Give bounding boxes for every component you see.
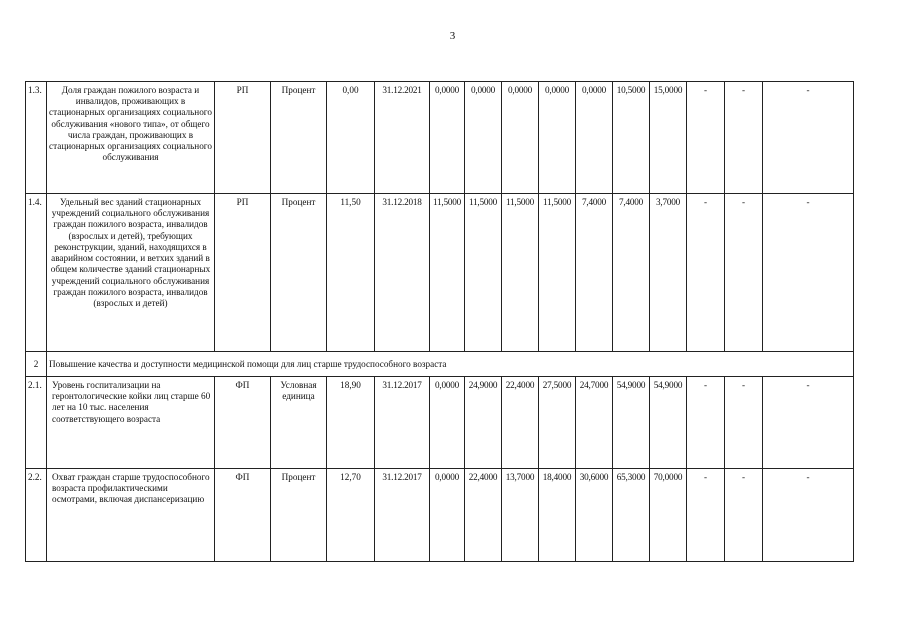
indicator-level: ФП [215,469,271,562]
base-date: 31.12.2021 [375,82,430,194]
dash-cell: - [763,377,854,469]
year-value: 0,0000 [576,82,613,194]
indicators-table [25,81,854,562]
year-value: 0,0000 [430,377,465,469]
year-value: 22,4000 [465,469,502,562]
year-value: 11,5000 [502,194,539,352]
dash-cell: - [763,469,854,562]
dash-cell: - [687,194,725,352]
dash-cell: - [725,82,763,194]
year-value: 54,9000 [650,377,687,469]
page-number: 3 [449,30,456,42]
section-index: 2 [26,352,47,377]
year-value: 11,5000 [465,194,502,352]
table-row [26,194,854,352]
indicator-name: Удельный вес зданий стационарных учреждений социального обслуживания граждан пожилого возраста, инвалидов (взрослых и детей), требующих реконструкции, зданий, находящихся в аварийном состоянии, и ветхих зданий в общем количестве зданий стационарных учреждений социального обслуживания граждан пожилого возраста, инвалидов (взрослых и детей) [47,194,215,352]
row-index: 2.1. [26,377,47,469]
year-value: 11,5000 [430,194,465,352]
year-value: 30,6000 [576,469,613,562]
year-value: 10,5000 [613,82,650,194]
dash-cell: - [763,82,854,194]
dash-cell: - [725,377,763,469]
unit-of-measure: Процент [271,469,327,562]
base-date: 31.12.2017 [375,469,430,562]
dash-cell: - [725,194,763,352]
year-value: 70,0000 [650,469,687,562]
row-index: 2.2. [26,469,47,562]
year-value: 7,4000 [576,194,613,352]
indicator-name: Доля граждан пожилого возраста и инвалидов, проживающих в стационарных организациях социального обслуживания «нового типа», от общего числа граждан, проживающих в стационарных организациях социального обслуживания [47,82,215,194]
unit-of-measure: Условная единица [271,377,327,469]
dash-cell: - [687,82,725,194]
section-row [26,352,854,377]
year-value: 0,0000 [465,82,502,194]
section-title: Повышение качества и доступности медицинской помощи для лиц старше трудоспособного возраста [47,352,854,377]
year-value: 0,0000 [430,469,465,562]
base-value: 18,90 [327,377,375,469]
indicator-name: Уровень госпитализации на геронтологические койки лиц старше 60 лет на 10 тыс. населения соответствующего возраста [47,377,215,469]
base-date: 31.12.2018 [375,194,430,352]
year-value: 18,4000 [539,469,576,562]
unit-of-measure: Процент [271,82,327,194]
year-value: 24,9000 [465,377,502,469]
year-value: 24,7000 [576,377,613,469]
base-value: 0,00 [327,82,375,194]
year-value: 27,5000 [539,377,576,469]
row-index: 1.4. [26,194,47,352]
unit-of-measure: Процент [271,194,327,352]
year-value: 11,5000 [539,194,576,352]
year-value: 0,0000 [502,82,539,194]
year-value: 0,0000 [430,82,465,194]
dash-cell: - [687,469,725,562]
year-value: 0,0000 [539,82,576,194]
year-value: 13,7000 [502,469,539,562]
indicator-level: ФП [215,377,271,469]
base-value: 12,70 [327,469,375,562]
year-value: 65,3000 [613,469,650,562]
year-value: 7,4000 [613,194,650,352]
row-index: 1.3. [26,82,47,194]
base-value: 11,50 [327,194,375,352]
indicator-level: РП [215,82,271,194]
table-row [26,469,854,562]
base-date: 31.12.2017 [375,377,430,469]
table-row [26,82,854,194]
year-value: 15,0000 [650,82,687,194]
dash-cell: - [725,469,763,562]
year-value: 3,7000 [650,194,687,352]
year-value: 22,4000 [502,377,539,469]
indicator-level: РП [215,194,271,352]
dash-cell: - [763,194,854,352]
dash-cell: - [687,377,725,469]
table-row [26,377,854,469]
indicator-name: Охват граждан старше трудоспособного возраста профилактическими осмотрами, включая диспансеризацию [47,469,215,562]
year-value: 54,9000 [613,377,650,469]
